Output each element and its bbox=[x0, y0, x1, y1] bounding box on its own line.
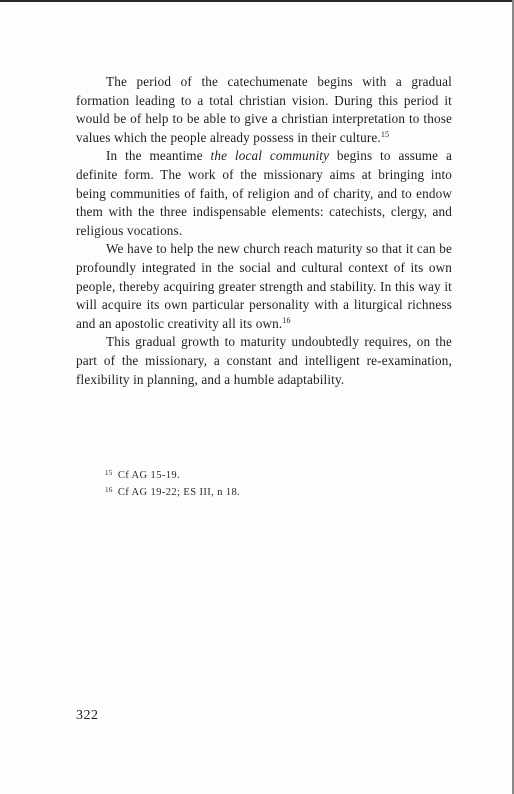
footnote-text: Cf AG 19-22; ES III, n 18. bbox=[117, 487, 241, 498]
emphasized-phrase: the local community bbox=[210, 148, 330, 164]
footnote-mark: 16 bbox=[105, 486, 113, 494]
paragraph-text-start: In the meantime bbox=[106, 148, 211, 164]
footnote-text: Cf AG 15-19. bbox=[117, 470, 181, 481]
paragraph-text: We have to help the new church reach maturity so that it can be profoundly integrated in the social and cultural context of its own people, thereby acquiring greater strength and stability. In this way it will acquire its own particular personality with a liturgical richness and an apostolic creativity all its own. bbox=[76, 241, 452, 331]
footnote bbox=[105, 466, 425, 483]
paragraph-local-community bbox=[76, 147, 452, 240]
footnote bbox=[105, 483, 425, 500]
paragraph-gradual-growth bbox=[76, 333, 452, 389]
paragraph-maturity bbox=[76, 240, 452, 333]
footnote-mark: 15 bbox=[105, 469, 113, 477]
footnote-ref: 16 bbox=[282, 315, 291, 325]
paragraph-text: The period of the catechumenate begins with a gradual formation leading to a total christian vision. During this period it would be of help to be able to give a christian interpretation to those values which the people already possess in their culture. bbox=[76, 74, 452, 145]
footnote-ref: 15 bbox=[380, 129, 390, 139]
paragraph-text-end: begins to assume a definite form. The work of the missionary aims at bringing into being communities of faith, of religion and of charity, and to endow them with the three indispensable elements: catechists, clergy, and religious vocations. bbox=[76, 148, 452, 238]
body-text bbox=[76, 73, 452, 389]
paragraph-catechumenate bbox=[76, 73, 452, 147]
top-border bbox=[0, 0, 514, 2]
page-number: 322 bbox=[76, 708, 99, 723]
paragraph-text: This gradual growth to maturity undoubtedly requires, on the part of the missionary, a constant and intelligent re-examination, flexibility in planning, and a humble adaptability. bbox=[76, 334, 452, 387]
footnotes bbox=[105, 466, 425, 500]
